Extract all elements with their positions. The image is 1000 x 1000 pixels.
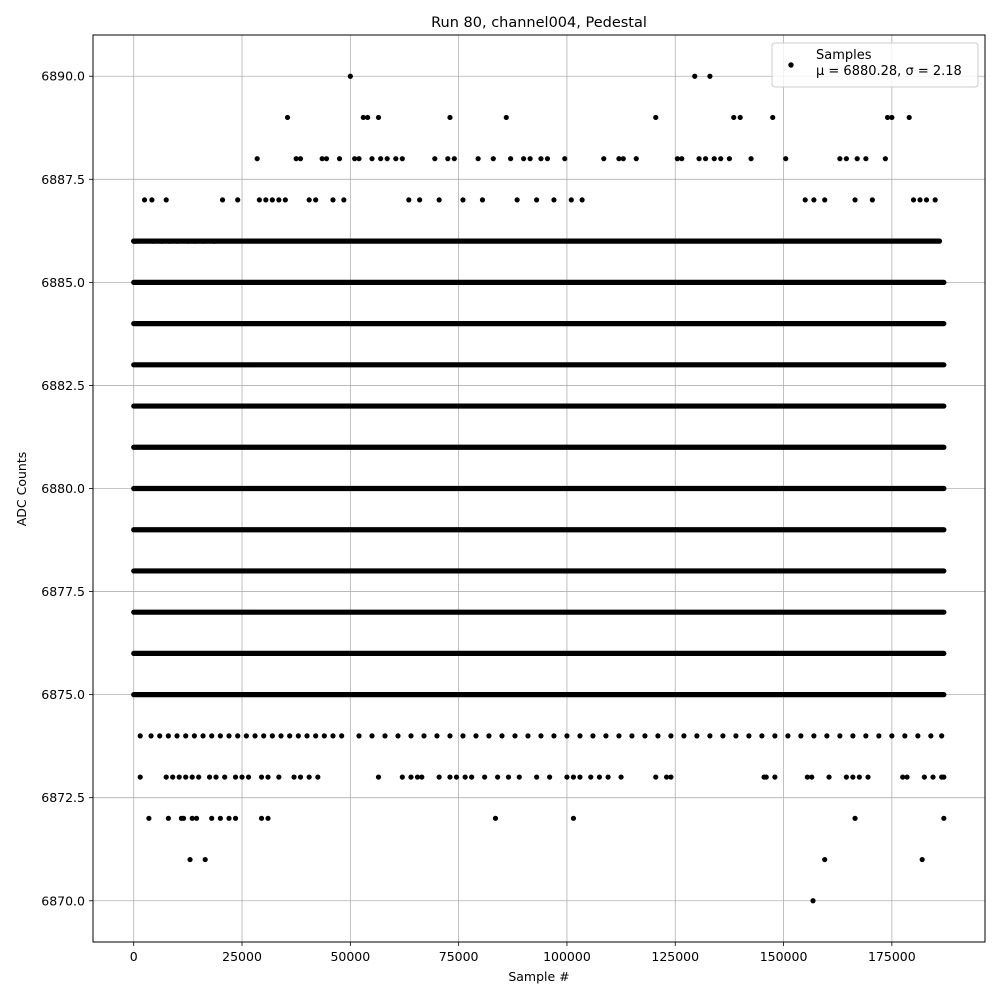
y-tick-label: 6882.5 xyxy=(41,377,85,393)
data-point xyxy=(480,197,485,202)
data-point xyxy=(164,774,169,779)
data-point xyxy=(437,197,442,202)
data-point xyxy=(809,774,814,779)
data-point xyxy=(495,774,500,779)
data-point xyxy=(844,156,849,161)
data-point xyxy=(445,156,450,161)
data-point xyxy=(157,733,162,738)
data-point xyxy=(313,733,318,738)
data-point xyxy=(915,733,920,738)
data-point xyxy=(907,115,912,120)
data-point xyxy=(276,774,281,779)
data-point xyxy=(876,733,881,738)
data-point xyxy=(731,115,736,120)
data-point xyxy=(337,156,342,161)
data-point xyxy=(220,197,225,202)
x-tick-label: 25000 xyxy=(222,949,262,964)
data-point xyxy=(772,774,777,779)
data-point xyxy=(564,774,569,779)
data-point xyxy=(590,733,595,738)
data-point xyxy=(421,733,426,738)
data-point xyxy=(259,774,264,779)
data-point xyxy=(811,197,816,202)
data-point xyxy=(811,733,816,738)
data-point xyxy=(798,733,803,738)
data-point xyxy=(285,115,290,120)
data-point xyxy=(727,156,732,161)
data-point xyxy=(486,733,491,738)
data-point xyxy=(904,774,909,779)
data-point xyxy=(629,733,634,738)
data-point xyxy=(733,733,738,738)
x-tick-label: 125000 xyxy=(651,949,700,964)
data-point xyxy=(148,733,153,738)
x-tick-label: 100000 xyxy=(543,949,591,964)
data-point xyxy=(149,197,154,202)
data-point xyxy=(200,239,205,244)
data-point xyxy=(515,197,520,202)
y-tick-label: 6885.0 xyxy=(41,274,85,290)
data-point xyxy=(447,774,452,779)
data-point xyxy=(707,733,712,738)
y-tick-label: 6872.5 xyxy=(41,790,85,806)
y-tick-label: 6880.0 xyxy=(41,481,85,496)
data-point xyxy=(183,774,188,779)
data-point xyxy=(454,774,459,779)
data-point xyxy=(692,74,697,79)
data-point xyxy=(142,197,147,202)
data-point xyxy=(538,156,543,161)
x-tick-label: 75000 xyxy=(438,949,479,964)
legend-label: Samples xyxy=(816,48,872,63)
data-point xyxy=(538,733,543,738)
plot-area xyxy=(93,35,985,942)
data-point xyxy=(447,733,452,738)
data-point xyxy=(889,733,894,738)
data-point xyxy=(263,197,268,202)
data-point xyxy=(211,239,216,244)
data-point xyxy=(476,156,481,161)
data-point xyxy=(187,857,192,862)
x-axis-label: Sample # xyxy=(508,969,570,984)
data-point xyxy=(291,774,296,779)
data-point xyxy=(785,733,790,738)
data-point xyxy=(356,156,361,161)
data-point xyxy=(265,816,270,821)
data-point xyxy=(226,733,231,738)
data-point xyxy=(668,733,673,738)
data-point xyxy=(376,774,381,779)
data-point xyxy=(545,156,550,161)
x-tick-label: 50000 xyxy=(330,949,371,964)
data-point xyxy=(133,239,138,244)
data-point xyxy=(933,197,938,202)
data-point xyxy=(473,733,478,738)
data-point xyxy=(330,197,335,202)
data-point xyxy=(213,774,218,779)
data-point xyxy=(534,197,539,202)
data-point xyxy=(170,774,175,779)
data-point xyxy=(255,156,260,161)
data-point xyxy=(603,733,608,738)
data-point xyxy=(852,816,857,821)
data-point xyxy=(857,774,862,779)
data-point xyxy=(239,774,244,779)
y-tick-label: 6877.5 xyxy=(41,584,85,600)
data-point xyxy=(463,774,468,779)
data-point xyxy=(183,733,188,738)
data-point xyxy=(393,156,398,161)
data-point xyxy=(528,156,533,161)
data-point xyxy=(569,197,574,202)
data-point xyxy=(304,733,309,738)
data-point xyxy=(395,733,400,738)
data-point xyxy=(339,733,344,738)
data-point xyxy=(434,733,439,738)
data-point xyxy=(577,774,582,779)
data-point xyxy=(298,156,303,161)
data-point xyxy=(655,733,660,738)
data-point xyxy=(382,733,387,738)
data-point xyxy=(209,733,214,738)
data-point xyxy=(196,774,201,779)
data-point xyxy=(852,197,857,202)
data-point xyxy=(764,774,769,779)
data-point xyxy=(911,197,916,202)
data-point xyxy=(164,197,169,202)
data-point xyxy=(759,733,764,738)
data-point xyxy=(810,898,815,903)
data-point xyxy=(922,774,927,779)
data-point xyxy=(307,774,312,779)
y-tick-label: 6890.0 xyxy=(41,68,85,84)
data-point xyxy=(315,774,320,779)
data-point xyxy=(192,733,197,738)
data-point xyxy=(928,733,933,738)
data-point xyxy=(365,115,370,120)
y-axis-label: ADC Counts xyxy=(14,451,29,527)
data-point xyxy=(696,156,701,161)
data-point xyxy=(437,774,442,779)
data-point xyxy=(400,774,405,779)
data-point xyxy=(803,197,808,202)
data-point xyxy=(883,156,888,161)
data-point xyxy=(203,857,208,862)
data-point xyxy=(863,733,868,738)
data-point xyxy=(547,774,552,779)
data-point xyxy=(837,733,842,738)
data-point xyxy=(712,156,717,161)
data-point xyxy=(270,733,275,738)
data-point xyxy=(517,774,522,779)
data-point xyxy=(385,156,390,161)
data-point xyxy=(917,197,922,202)
data-point xyxy=(941,816,946,821)
y-tick-label: 6870.0 xyxy=(41,893,85,909)
data-point xyxy=(534,774,539,779)
data-point xyxy=(822,857,827,862)
data-point xyxy=(298,774,303,779)
data-point xyxy=(341,197,346,202)
data-point xyxy=(246,774,251,779)
data-point xyxy=(287,733,292,738)
data-point xyxy=(837,156,842,161)
data-point xyxy=(174,239,179,244)
data-point xyxy=(259,816,264,821)
chart-title: Run 80, channel004, Pedestal xyxy=(431,15,647,31)
data-point xyxy=(313,197,318,202)
data-point xyxy=(324,156,329,161)
data-point xyxy=(138,733,143,738)
data-point xyxy=(233,774,238,779)
data-point xyxy=(166,816,171,821)
data-point xyxy=(746,733,751,738)
data-point xyxy=(235,733,240,738)
data-point xyxy=(226,816,231,821)
data-point xyxy=(276,197,281,202)
data-point xyxy=(870,197,875,202)
data-point xyxy=(844,774,849,779)
y-tick-label: 6875.0 xyxy=(41,687,85,703)
data-point xyxy=(508,156,513,161)
data-point xyxy=(482,774,487,779)
data-point xyxy=(491,156,496,161)
data-point xyxy=(296,733,301,738)
data-point xyxy=(597,774,602,779)
data-point xyxy=(863,156,868,161)
legend xyxy=(772,43,978,87)
data-point xyxy=(521,156,526,161)
data-point xyxy=(720,733,725,738)
data-point xyxy=(748,156,753,161)
data-point xyxy=(588,774,593,779)
data-point xyxy=(209,816,214,821)
data-point xyxy=(257,197,262,202)
data-point xyxy=(920,857,925,862)
data-point xyxy=(378,156,383,161)
data-point xyxy=(694,733,699,738)
data-point xyxy=(447,115,452,120)
data-point xyxy=(618,774,623,779)
data-point xyxy=(194,816,199,821)
data-point xyxy=(469,774,474,779)
data-point xyxy=(681,733,686,738)
data-point xyxy=(356,733,361,738)
data-point xyxy=(850,774,855,779)
data-point xyxy=(605,774,610,779)
data-point xyxy=(406,197,411,202)
data-point xyxy=(408,774,413,779)
data-point xyxy=(616,733,621,738)
data-point xyxy=(924,197,929,202)
x-tick-label: 0 xyxy=(129,949,138,964)
data-point xyxy=(408,733,413,738)
data-point xyxy=(571,816,576,821)
data-point xyxy=(244,733,249,738)
data-point xyxy=(525,733,530,738)
data-point xyxy=(192,239,197,244)
data-point xyxy=(419,774,424,779)
data-point xyxy=(703,156,708,161)
legend-marker xyxy=(788,62,793,67)
data-point xyxy=(283,197,288,202)
data-point xyxy=(417,197,422,202)
data-point xyxy=(138,774,143,779)
data-point xyxy=(369,156,374,161)
data-point xyxy=(577,733,582,738)
data-point xyxy=(322,733,327,738)
data-point xyxy=(432,156,437,161)
data-point xyxy=(452,156,457,161)
data-point xyxy=(265,774,270,779)
data-point xyxy=(941,774,946,779)
data-point xyxy=(222,774,227,779)
data-point xyxy=(850,733,855,738)
data-point xyxy=(642,733,647,738)
data-point xyxy=(278,733,283,738)
data-point xyxy=(822,197,827,202)
data-point xyxy=(207,774,212,779)
data-point xyxy=(252,733,257,738)
data-point xyxy=(855,156,860,161)
data-point xyxy=(166,733,171,738)
data-point xyxy=(601,156,606,161)
data-point xyxy=(865,774,870,779)
data-point xyxy=(376,115,381,120)
data-point xyxy=(261,733,266,738)
data-point xyxy=(653,115,658,120)
data-point xyxy=(348,74,353,79)
data-point xyxy=(307,197,312,202)
data-point xyxy=(330,733,335,738)
data-point xyxy=(902,733,907,738)
data-point xyxy=(460,733,465,738)
data-point xyxy=(562,156,567,161)
data-point xyxy=(185,239,190,244)
data-point xyxy=(504,115,509,120)
data-point xyxy=(738,115,743,120)
data-point xyxy=(772,733,777,738)
data-point xyxy=(621,156,626,161)
data-point xyxy=(512,733,517,738)
data-point xyxy=(668,774,673,779)
data-point xyxy=(718,156,723,161)
data-point xyxy=(200,733,205,738)
data-point xyxy=(506,774,511,779)
x-tick-label: 175000 xyxy=(867,949,916,964)
data-point xyxy=(460,197,465,202)
data-point xyxy=(889,115,894,120)
data-point xyxy=(493,816,498,821)
data-point xyxy=(783,156,788,161)
data-point xyxy=(190,774,195,779)
data-point xyxy=(235,197,240,202)
data-point xyxy=(826,774,831,779)
data-point xyxy=(679,156,684,161)
data-point xyxy=(218,816,223,821)
data-point xyxy=(551,197,556,202)
x-tick-label: 150000 xyxy=(759,949,808,964)
data-point xyxy=(159,239,164,244)
data-point xyxy=(270,197,275,202)
data-point xyxy=(571,774,576,779)
data-point xyxy=(564,733,569,738)
data-point xyxy=(499,733,504,738)
data-point xyxy=(580,197,585,202)
data-point xyxy=(146,816,151,821)
data-point xyxy=(707,74,712,79)
data-point xyxy=(167,239,172,244)
data-point xyxy=(930,774,935,779)
data-point xyxy=(151,239,156,244)
data-point xyxy=(400,156,405,161)
data-point xyxy=(218,733,223,738)
legend-stats: μ = 6880.28, σ = 2.18 xyxy=(816,64,962,79)
data-point xyxy=(177,774,182,779)
data-point xyxy=(653,774,658,779)
data-point xyxy=(233,816,238,821)
data-point xyxy=(770,115,775,120)
data-point xyxy=(824,733,829,738)
data-point xyxy=(369,733,374,738)
y-tick-label: 6887.5 xyxy=(41,171,85,187)
data-point xyxy=(551,733,556,738)
data-point xyxy=(181,816,186,821)
data-point xyxy=(939,733,944,738)
data-point xyxy=(174,733,179,738)
data-point xyxy=(634,156,639,161)
